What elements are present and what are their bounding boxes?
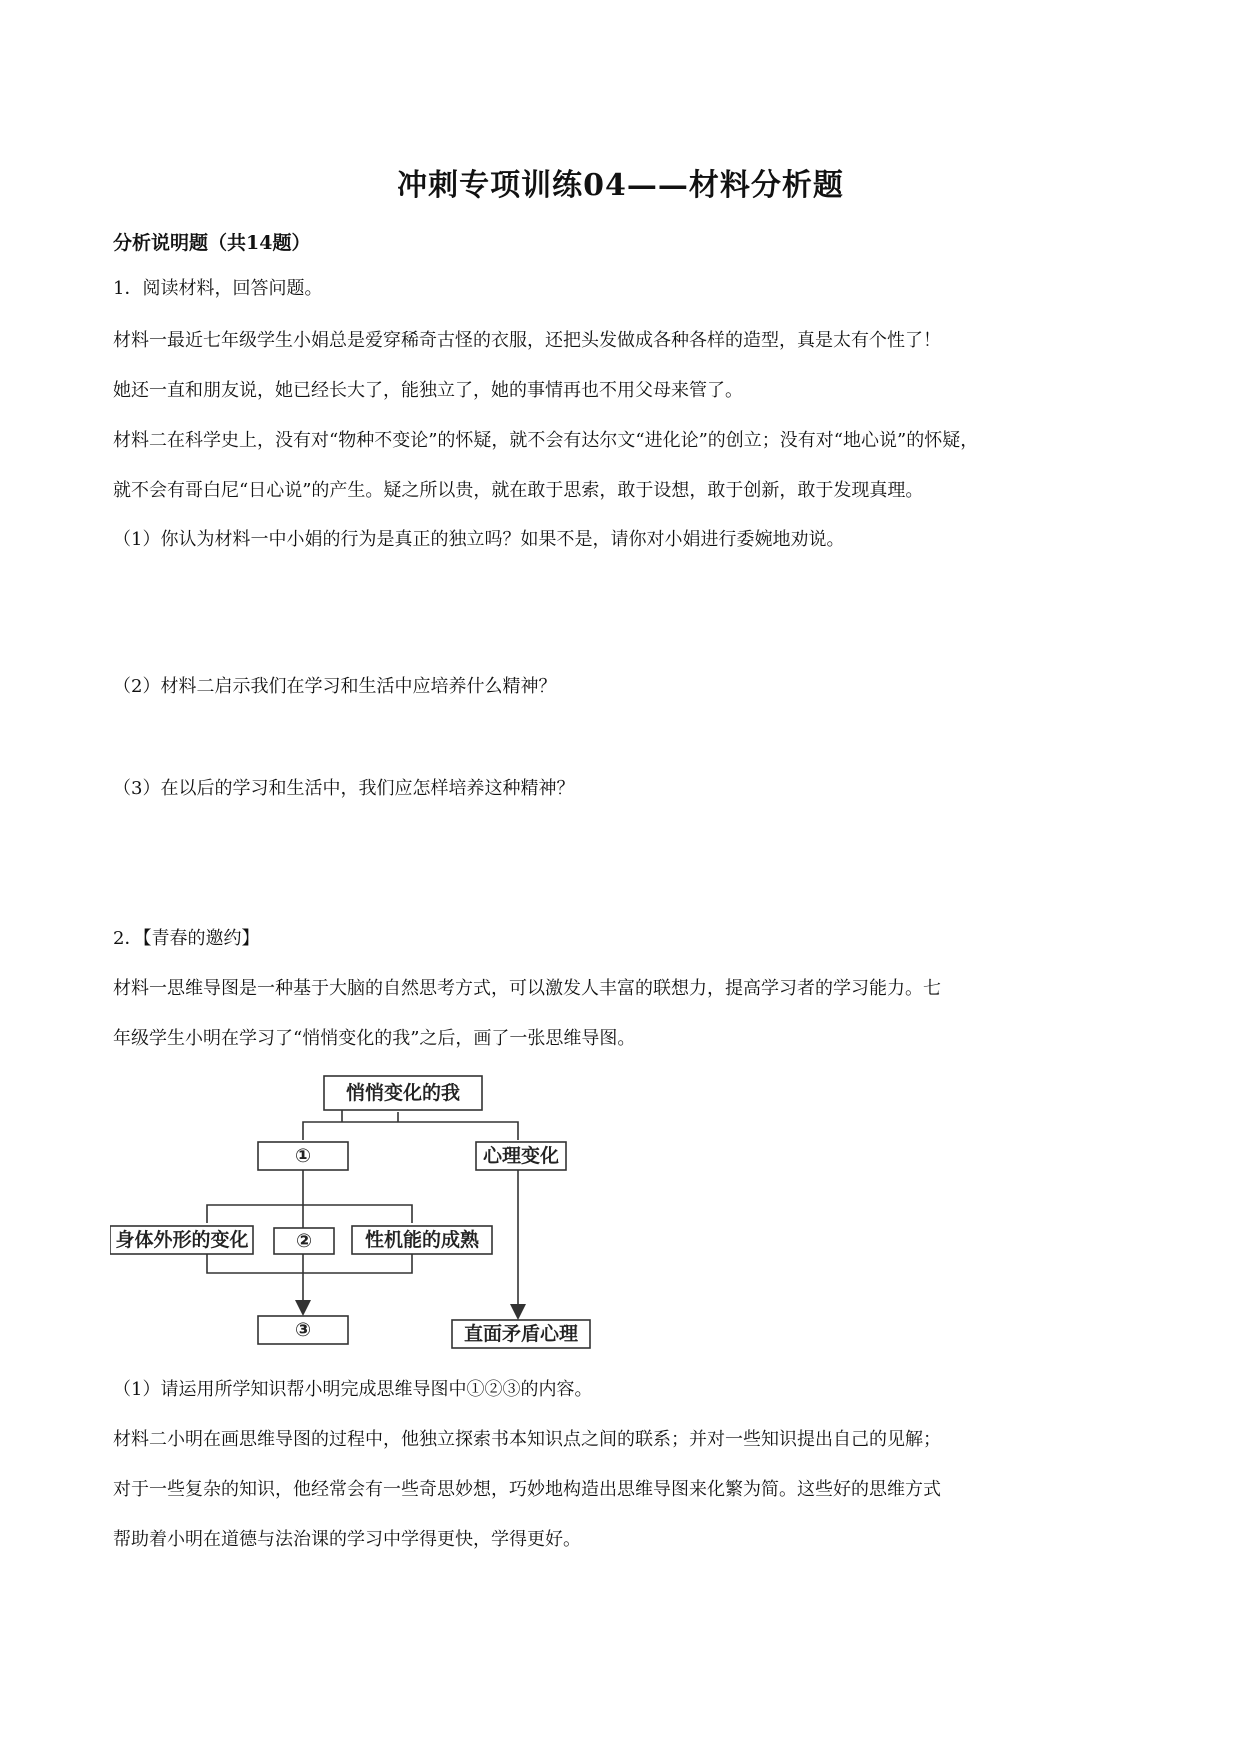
- page-title: 冲刺专项训练04——材料分析题: [397, 168, 844, 203]
- node-2: ②: [295, 1230, 313, 1252]
- q1-material2-line2: 就不会有哥白尼“日心说”的产生。疑之所以贵，就在敢于思索，敢于设想，敢于创新，敢于发现真理。: [113, 480, 924, 501]
- section-heading: 分析说明题（共14题）: [113, 232, 311, 254]
- mind-map-diagram: [110, 1070, 670, 1360]
- q1-material2-line1: 材料二在科学史上，没有对“物种不变论”的怀疑，就不会有达尔文“进化论”的创立；没有对“地心说”的怀疑，: [113, 430, 979, 451]
- q2-material2-line2: 对于一些复杂的知识，他经常会有一些奇思妙想，巧妙地构造出思维导图来化繁为简。这些好的思维方式: [113, 1479, 941, 1500]
- q1-material1-line2: 她还一直和朋友说，她已经长大了，能独立了，她的事情再也不用父母来管了。: [113, 380, 743, 401]
- node-3: ③: [294, 1319, 312, 1341]
- q1-subquestion-2: （2）材料二启示我们在学习和生活中应培养什么精神？: [113, 676, 557, 697]
- node-sex: 性机能的成熟: [364, 1229, 480, 1251]
- node-body: 身体外形的变化: [115, 1229, 249, 1251]
- q1-subquestion-3: （3）在以后的学习和生活中，我们应怎样培养这种精神？: [113, 778, 575, 799]
- q1-material1-line1: 材料一最近七年级学生小娟总是爱穿稀奇古怪的衣服，还把头发做成各种各样的造型，真是太有个性了！: [113, 330, 941, 351]
- q2-material1-line1: 材料一思维导图是一种基于大脑的自然思考方式，可以激发人丰富的联想力，提高学习者的学习能力。七: [113, 978, 941, 999]
- node-psych: 心理变化: [482, 1145, 560, 1167]
- q1-subquestion-1: （1）你认为材料一中小娟的行为是真正的独立吗？如果不是，请你对小娟进行委婉地劝说。: [113, 529, 845, 550]
- q2-intro: 2．【青春的邀约】: [113, 928, 260, 949]
- node-1: ①: [294, 1145, 312, 1167]
- node-root: 悄悄变化的我: [345, 1082, 461, 1104]
- q2-subquestion-1: （1）请运用所学知识帮小明完成思维导图中①②③的内容。: [113, 1379, 593, 1400]
- q1-intro: 1．阅读材料，回答问题。: [113, 278, 323, 299]
- q2-material1-line2: 年级学生小明在学习了“悄悄变化的我”之后，画了一张思维导图。: [113, 1028, 636, 1049]
- q2-material2-line1: 材料二小明在画思维导图的过程中，他独立探索书本知识点之间的联系；并对一些知识提出自己的见解；: [113, 1429, 941, 1450]
- q2-material2-line3: 帮助着小明在道德与法治课的学习中学得更快，学得更好。: [113, 1529, 581, 1550]
- node-conflict: 直面矛盾心理: [463, 1323, 579, 1345]
